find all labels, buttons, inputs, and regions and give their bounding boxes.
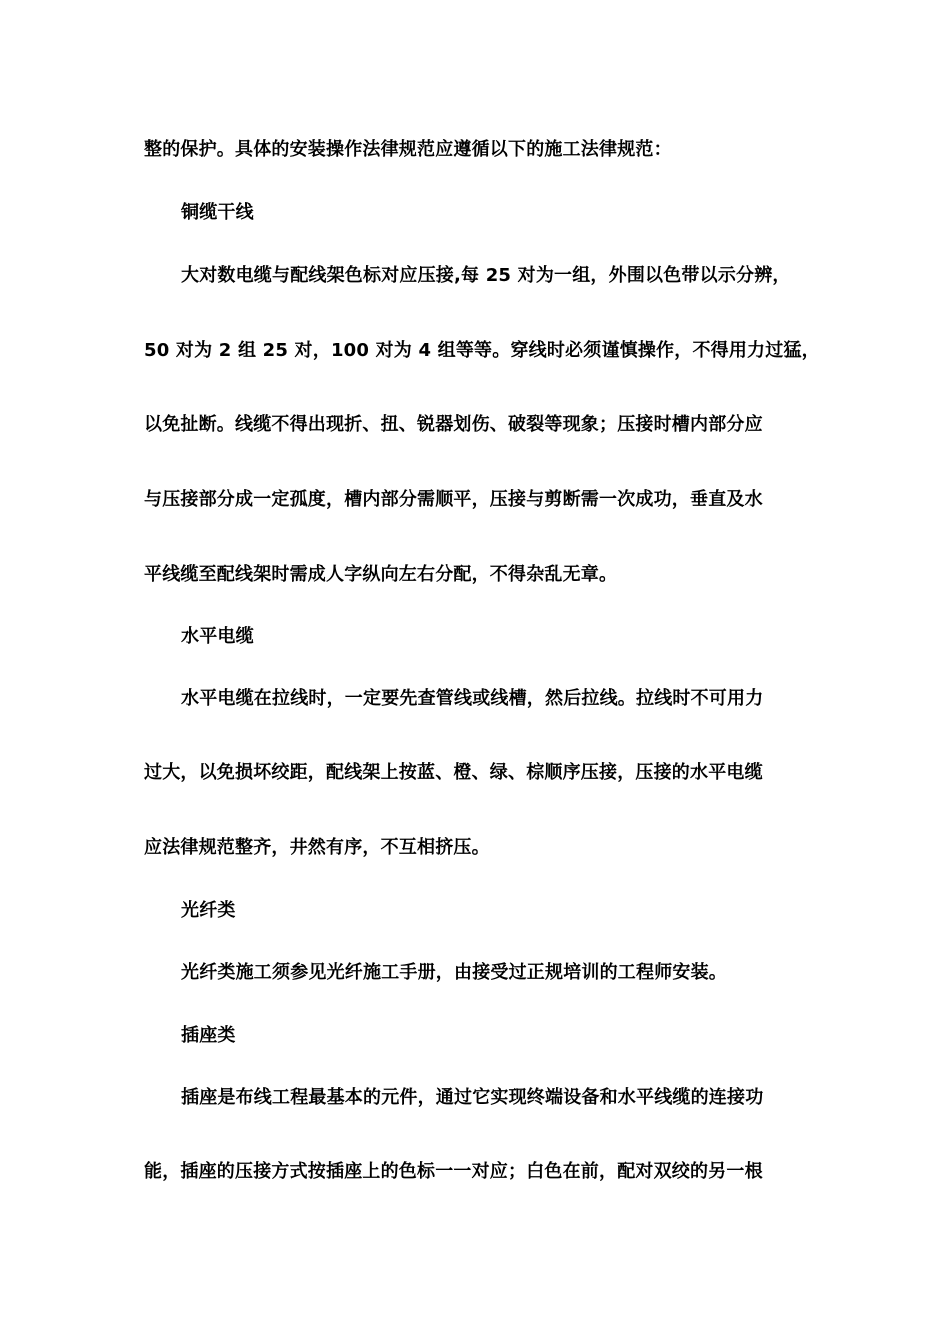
section-heading-copper-backbone: 铜缆干线: [181, 202, 254, 223]
paragraph-line: 大对数电缆与配线架色标对应压接,每 25 对为一组，外围以色带以示分辨，: [181, 265, 791, 286]
section-heading-fiber: 光纤类: [181, 900, 236, 921]
paragraph-line: 能，插座的压接方式按插座上的色标一一对应；白色在前，配对双绞的另一根: [144, 1161, 763, 1182]
paragraph-line: 插座是布线工程最基本的元件，通过它实现终端设备和水平线缆的连接功: [181, 1087, 764, 1108]
paragraph-line: 50 对为 2 组 25 对，100 对为 4 组等等。穿线时必须谨慎操作，不得用力过猛，: [144, 340, 820, 361]
paragraph-line: 水平电缆在拉线时，一定要先查管线或线槽，然后拉线。拉线时不可用力: [181, 688, 764, 709]
paragraph-line: 平线缆至配线架时需成人字纵向左右分配，不得杂乱无章。: [144, 564, 618, 585]
intro-line: 整的保护。具体的安装操作法律规范应遵循以下的施工法律规范：: [144, 139, 672, 160]
paragraph-line: 应法律规范整齐，井然有序，不互相挤压。: [144, 837, 490, 858]
paragraph-line: 以免扯断。线缆不得出现折、扭、锐器划伤、破裂等现象；压接时槽内部分应: [144, 414, 763, 435]
paragraph-line: 过大，以免损坏绞距，配线架上按蓝、橙、绿、棕顺序压接，压接的水平电缆: [144, 762, 763, 783]
section-heading-socket: 插座类: [181, 1025, 236, 1046]
section-heading-horizontal-cable: 水平电缆: [181, 626, 254, 647]
paragraph-line: 光纤类施工须参见光纤施工手册，由接受过正规培训的工程师安装。: [181, 962, 727, 983]
paragraph-line: 与压接部分成一定孤度，槽内部分需顺平，压接与剪断需一次成功，垂直及水: [144, 489, 763, 510]
